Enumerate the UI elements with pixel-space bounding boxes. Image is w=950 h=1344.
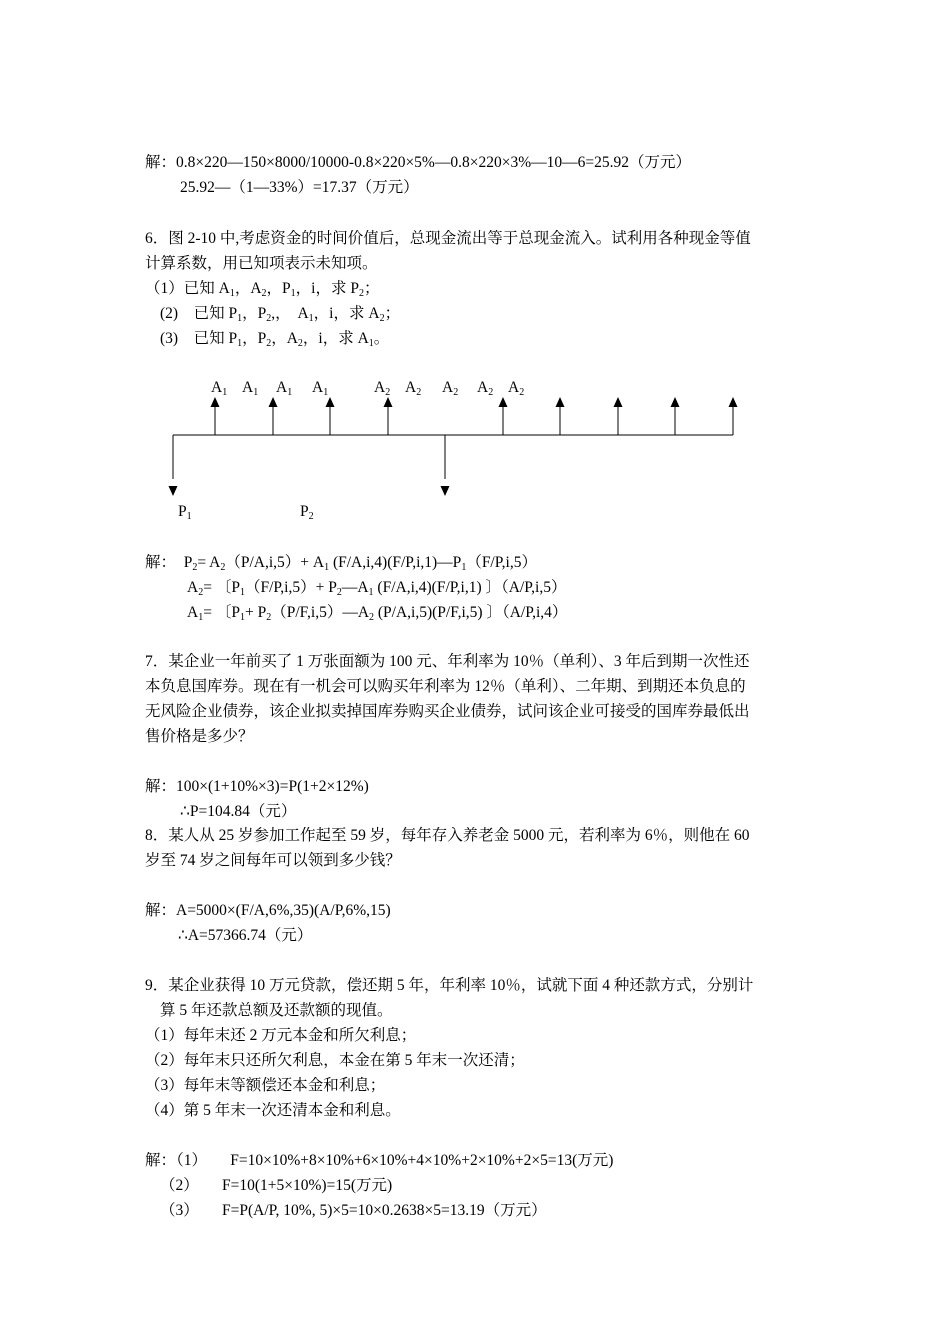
diagram-label-a1: $A_1$ [211,379,228,398]
inflow-arrow-head [499,397,508,407]
outflow-arrow-head [169,486,178,496]
q7-text-line-4: 售价格是多少？ [145,728,254,745]
q9-text-line-2: 算 5 年还款总额及还款额的现值。 [160,1002,393,1019]
inflow-arrow-head [614,397,623,407]
inflow-arrow-head [671,397,680,407]
diagram-label-a1: $A_1$ [276,379,293,398]
diagram-label-a2: $A_2$ [374,379,391,398]
q7-solution-line-1: 解：100×(1+10%×3)=P(1+2×12%) [145,778,369,795]
inflow-arrows [211,397,738,435]
diagram-label-a1: $A_1$ [312,379,329,398]
q7-text-line-1: 7．某企业一年前买了 1 万张面额为 100 元、年利率为 10％（单利）、3 年后到期一次性还 [145,653,750,670]
diagram-label-p1: $P_1$ [178,503,192,522]
q9-solution-line-2: （2） F=10(1+5×10%)=15(万元) [160,1177,393,1194]
diagram-label-a2: $A_2$ [405,379,422,398]
inflow-arrow-head [269,397,278,407]
diagram-label-a2: $A_2$ [477,379,494,398]
q6-solution-line-2: $A_2=$ 〔$P_1(F/P,i,5)+$ $P_2—A_1$ (F/A,i,4)(F/P,i,1) 〕（A/P,i,5） [187,579,567,598]
q6-text-line-1: 6．图 2-10 中,考虑资金的时间价值后，总现金流出等于总现金流入。试利用各种现金等值 [145,230,751,247]
sec5-solution-line-2: 25.92—（1—33%）=17.37（万元） [180,179,419,196]
q8-text-line-2: 岁至 74 岁之间每年可以领到多少钱？ [145,852,401,869]
q6-condition-3: (3) 已知 $P_1$，$P_2$，$A_2$，i，求 $A_1$。 [160,330,390,349]
q8-text-line-1: 8．某人从 25 岁参加工作起至 59 岁，每年存入养老金 5000 元，若利率为 6％，则他在 60 [145,827,750,844]
q8-solution-line-1: 解：A=5000×(F/A,6%,35)(A/P,6%,15) [145,902,391,919]
inflow-arrow-head [556,397,565,407]
q9-option-3: （3）每年末等额偿还本金和利息； [145,1077,386,1094]
sec5-solution-line-1: 解：0.8×220—150×8000/10000-0.8×220×5%—0.8×220×3%—10—6=25.92（万元） [145,154,691,171]
q9-option-4: （4）第 5 年末一次还清本金和利息。 [145,1102,401,1119]
outflow-arrow-head [441,486,450,496]
q6-solution-line-3: $A_1=$ 〔$P_1+$ $P_2(P/F,i,5)—A_2$ (P/A,i,5)(P/F,i,5) 〕（A/P,i,4） [187,604,568,623]
q9-solution-line-1: 解：（1） F=10×10%+8×10%+6×10%+4×10%+2×10%+2×5=13(万元) [145,1152,614,1169]
q9-option-2: （2）每年末只还所欠利息，本金在第 5 年末一次还清； [145,1052,525,1069]
q6-condition-2: (2) 已知 $P_1$，$P_2$,， $A_1$，i，求 $A_2$； [160,305,401,324]
q9-text-line-1: 9．某企业获得 10 万元贷款，偿还期 5 年，年利率 10％，试就下面 4 种还款方式，分别计 [145,977,754,994]
q9-option-1: （1）每年末还 2 万元本金和所欠利息； [145,1027,417,1044]
q6-condition-1: （1）已知 $A_1$，$A_2$，$P_1$，i，求 $P_2$； [145,280,380,299]
q6-solution-line-1: 解： $P_2= A_2(P/A,i,5)+ A_1$ $(F/A,i,4)(F/P,i,1)—P_1(F/P,i,5)$ [145,554,537,573]
inflow-arrow-head [211,397,220,407]
q8-solution-line-2: ∴A=57366.74（元） [178,927,313,944]
diagram-label-a1: $A_1$ [242,379,259,398]
q7-text-line-2: 本负息国库券。现在有一机会可以购买年利率为 12％（单利）、二年期、到期还本负息的 [145,678,746,695]
outflow-arrows [169,435,450,496]
diagram-label-a2: $A_2$ [442,379,459,398]
q6-text-line-2: 计算系数，用已知项表示未知项。 [145,255,378,272]
inflow-arrow-head [326,397,335,407]
q9-solution-line-3: （3） F=P(A/P, 10%, 5)×5=10×0.2638×5=13.19（万元） [160,1202,547,1219]
q7-solution-line-2: ∴P=104.84（元） [180,803,297,820]
diagram-label-p2: $P_2$ [300,503,314,522]
q7-text-line-3: 无风险企业债券，该企业拟卖掉国库券购买企业债券，试问该企业可接受的国库券最低出 [145,703,750,720]
inflow-arrow-head [729,397,738,407]
inflow-arrow-head [384,397,393,407]
diagram-label-a2: $A_2$ [508,379,525,398]
